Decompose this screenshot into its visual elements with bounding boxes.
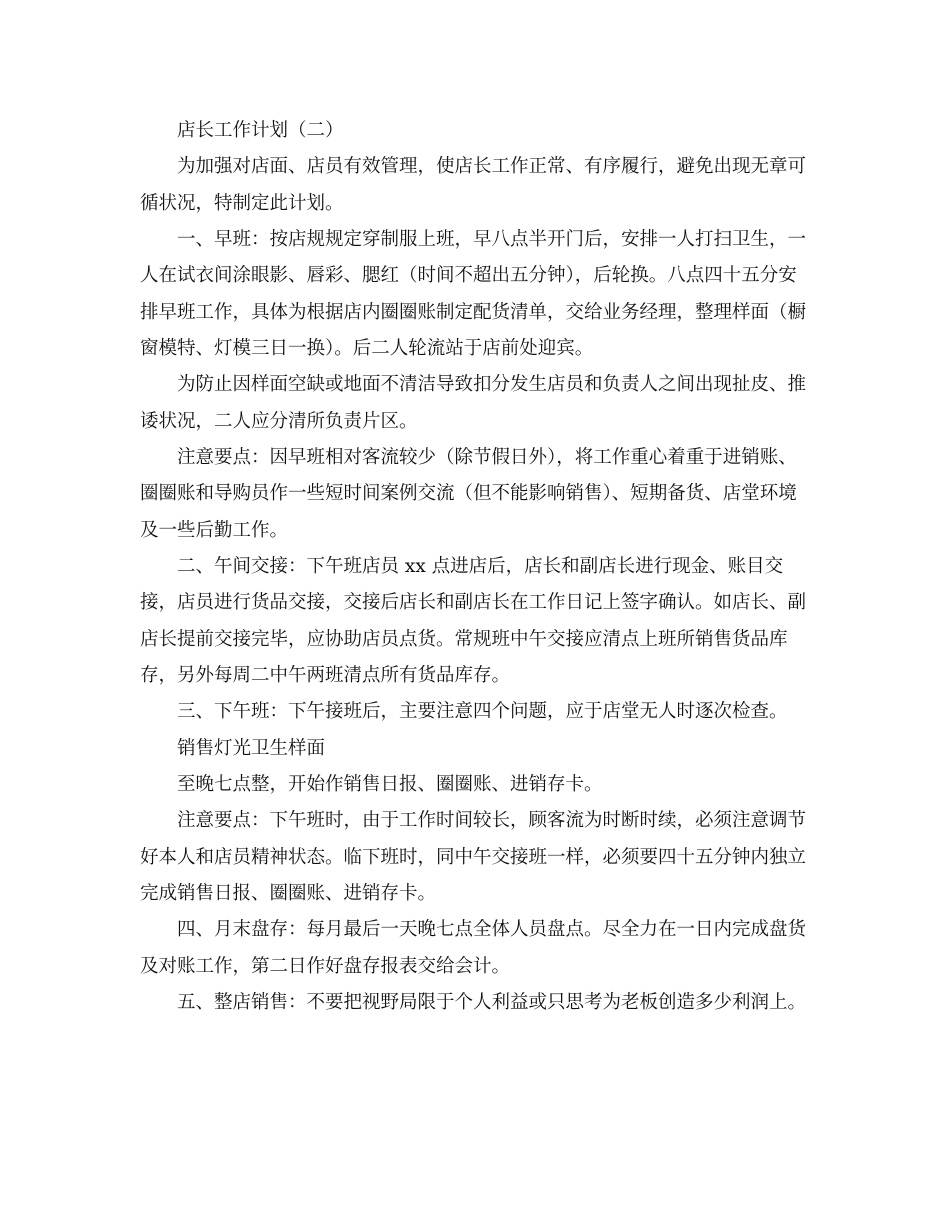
paragraph-line: 排早班工作，具体为根据店内圈圈账制定配货清单，交给业务经理，整理样面（橱 bbox=[140, 302, 807, 323]
paragraph-line: 三、下午班：下午接班后，主要注意四个问题，应于店堂无人时逐次检查。 bbox=[177, 701, 788, 722]
paragraph-line: 至晚七点整，开始作销售日报、圈圈账、进销存卡。 bbox=[177, 774, 603, 795]
paragraph-line: 为防止因样面空缺或地面不清洁导致扣分发生店员和负责人之间出现扯皮、推 bbox=[177, 374, 807, 395]
paragraph-line: 窗模特、灯模三日一换）。后二人轮流站于店前处迎宾。 bbox=[140, 338, 594, 359]
paragraph-line: 四、月末盘存：每月最后一天晚七点全体人员盘点。尽全力在一日内完成盘货 bbox=[177, 919, 807, 940]
paragraph-line: 五、整店销售：不要把视野局限于个人利益或只思考为老板创造多少利润上。 bbox=[177, 992, 807, 1013]
paragraph-line: 及一些后勤工作。 bbox=[140, 520, 289, 541]
paragraph-line: 人在试衣间涂眼影、唇彩、腮红（时间不超出五分钟），后轮换。八点四十五分安 bbox=[140, 265, 797, 286]
paragraph-line: 循状况，特制定此计划。 bbox=[140, 193, 344, 214]
paragraph-line: 销售灯光卫生样面 bbox=[177, 738, 326, 759]
paragraph-line: 接，店员进行货品交接，交接后店长和副店长在工作日记上签字确认。如店长、副 bbox=[140, 592, 807, 613]
paragraph-line: 圈圈账和导购员作一些短时间案例交流（但不能影响销售）、短期备货、店堂环境 bbox=[140, 483, 797, 504]
paragraph-line: 二、午间交接：下午班店员 xx 点进店后，店长和副店长进行现金、账目交 bbox=[177, 556, 784, 577]
document-title: 店长工作计划（二） bbox=[177, 120, 344, 141]
paragraph-line: 一、早班：按店规规定穿制服上班，早八点半开门后，安排一人打扫卫生，一 bbox=[177, 229, 807, 250]
paragraph-line: 及对账工作，第二日作好盘存报表交给会计。 bbox=[140, 956, 511, 977]
paragraph-line: 好本人和店员精神状态。临下班时，同中午交接班一样，必须要四十五分钟内独立 bbox=[140, 847, 807, 868]
paragraph-line: 诿状况，二人应分清所负责片区。 bbox=[140, 411, 418, 432]
paragraph-line: 注意要点：因早班相对客流较少（除节假日外），将工作重心着重于进销账、 bbox=[177, 447, 797, 468]
paragraph-line: 为加强对店面、店员有效管理，使店长工作正常、有序履行，避免出现无章可 bbox=[177, 156, 807, 177]
paragraph-line: 存，另外每周二中午两班清点所有货品库存。 bbox=[140, 665, 511, 686]
paragraph-line: 完成销售日报、圈圈账、进销存卡。 bbox=[140, 883, 437, 904]
paragraph-line: 店长提前交接完毕，应协助店员点货。常规班中午交接应清点上班所销售货品库 bbox=[140, 629, 788, 650]
paragraph-line: 注意要点：下午班时，由于工作时间较长，顾客流为时断时续，必须注意调节 bbox=[177, 810, 807, 831]
